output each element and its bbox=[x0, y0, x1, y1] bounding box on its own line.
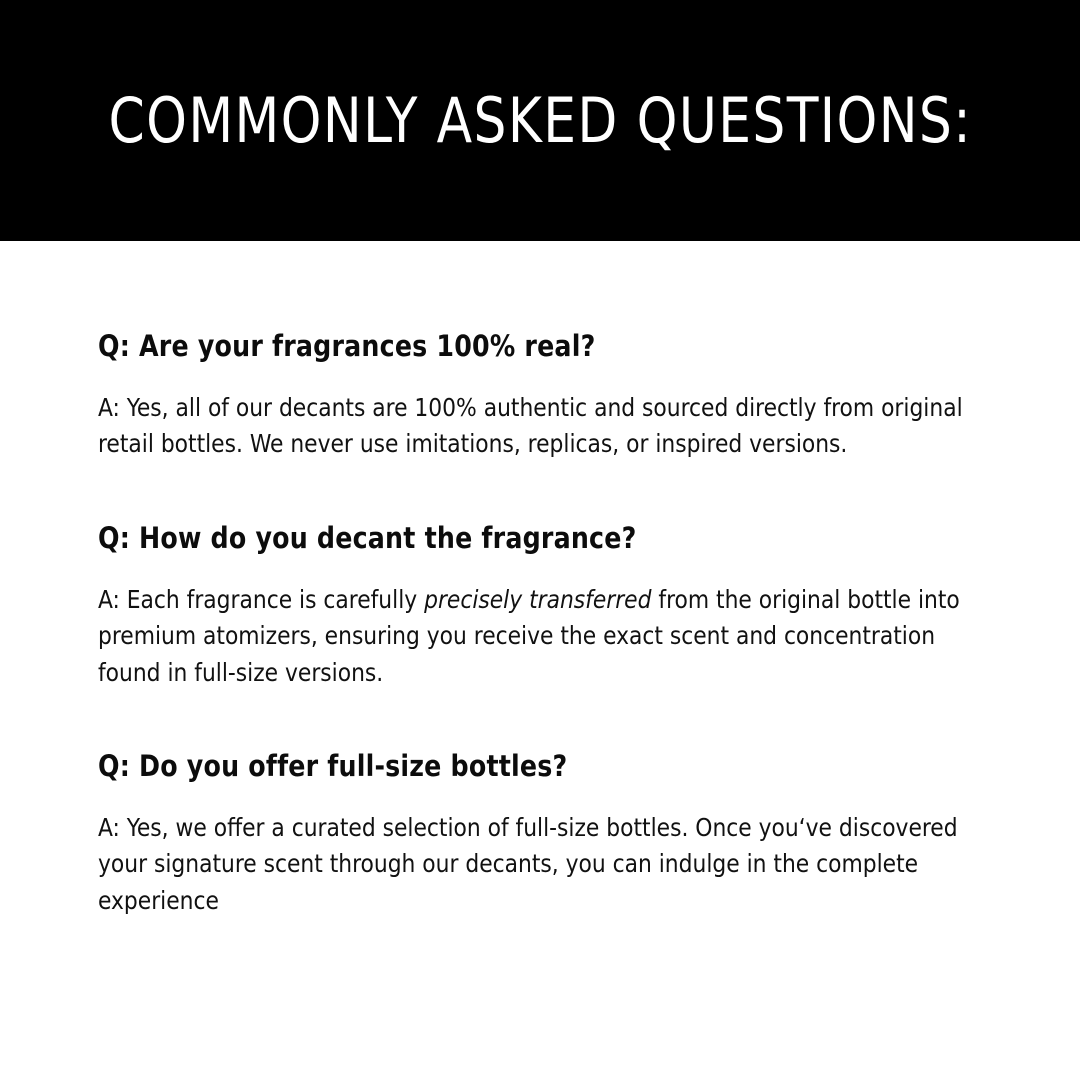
faq-item bbox=[98, 329, 1008, 463]
faq-answer-text-cont: from the original bottle into premium atomizers, ensuring you receive the exact scent and concentration found in full-size versions. bbox=[98, 584, 960, 687]
faq-answer-text: A: Yes, we offer a curated selection of full-size bottles. Once youʻve discovered your signature scent through our decants, you can indulge in the complete experience bbox=[98, 812, 958, 915]
faq-answer-emphasis: precisely transferred bbox=[424, 584, 652, 614]
faq-answer bbox=[98, 810, 981, 920]
header-banner bbox=[0, 0, 1080, 241]
faq-answer bbox=[98, 582, 981, 692]
page-title: COMMONLY ASKED QUESTIONS: bbox=[108, 83, 972, 157]
faq-answer bbox=[98, 390, 981, 463]
faq-item bbox=[98, 521, 1008, 691]
faq-answer-text: A: Each fragrance is carefully bbox=[98, 584, 425, 614]
faq-list bbox=[0, 241, 1080, 919]
faq-question: Q: Do you offer full-size bottles? bbox=[98, 749, 568, 784]
faq-question: Q: Are your fragrances 100% real? bbox=[98, 329, 596, 363]
faq-answer-text: A: Yes, all of our decants are 100% authentic and sourced directly from original retail bottles. We never use imitations, replicas, or inspired versions. bbox=[98, 392, 963, 459]
faq-item bbox=[98, 749, 1008, 919]
faq-question: Q: How do you decant the fragrance? bbox=[98, 520, 637, 555]
